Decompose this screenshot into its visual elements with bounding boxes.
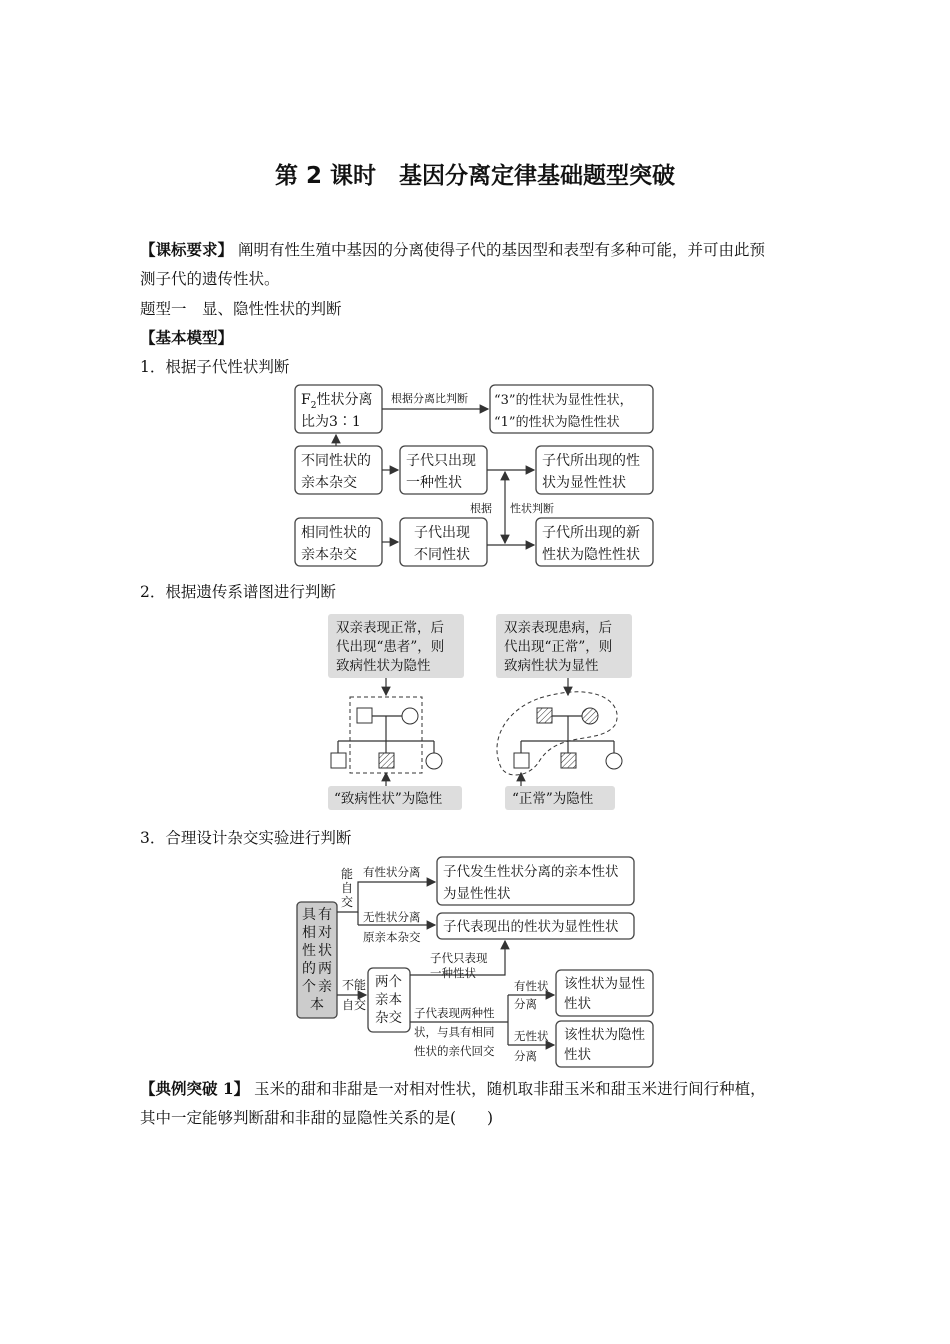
svg-text:的: 的 [302, 961, 316, 977]
svg-text:两个: 两个 [375, 974, 402, 990]
svg-text:致病性状为显性: 致病性状为显性 [504, 658, 599, 674]
svg-text:子代发生性状分离的亲本性状: 子代发生性状分离的亲本性状 [443, 864, 619, 880]
example-question: 其中一定能够判断甜和非甜的显隐性关系的是( ) [140, 1109, 494, 1127]
svg-text:性状判断: 性状判断 [510, 502, 554, 515]
svg-text:性: 性 [302, 943, 316, 959]
svg-text:一种性状: 一种性状 [406, 475, 462, 491]
svg-text:不同性状: 不同性状 [414, 547, 470, 563]
svg-text:子代所出现的性: 子代所出现的性 [542, 453, 640, 469]
f2-ratio-text: 比为3∶1 [301, 414, 361, 430]
svg-text:相同性状的: 相同性状的 [301, 525, 371, 541]
svg-text:本: 本 [310, 997, 324, 1013]
svg-text:子代只表现: 子代只表现 [430, 951, 488, 965]
svg-text:状: 状 [318, 943, 332, 959]
svg-text:性状: 性状 [564, 1047, 591, 1063]
standard-text: 阐明有性生殖中基因的分离使得子代的基因型和表型有多种可能，并可由此预 [237, 241, 765, 259]
svg-text:“3”的性状为显性性状，: “3”的性状为显性性状， [494, 393, 633, 408]
svg-text:性状: 性状 [564, 996, 591, 1012]
svg-text:亲: 亲 [318, 979, 332, 995]
svg-text:子代表现出的性状为显性性状: 子代表现出的性状为显性性状 [443, 919, 619, 935]
svg-text:“致病性状”为隐性: “致病性状”为隐性 [334, 791, 443, 807]
svg-text:交: 交 [341, 895, 354, 909]
svg-text:代出现“患者”，则: 代出现“患者”，则 [336, 639, 445, 655]
example-text: 玉米的甜和非甜是一对相对性状，随机取非甜玉米和甜玉米进行间行种植， [254, 1080, 766, 1098]
svg-text:性状的亲代回交: 性状的亲代回交 [414, 1044, 495, 1058]
svg-text:“1”的性状为隐性性状: “1”的性状为隐性性状 [494, 415, 620, 430]
svg-text:两: 两 [318, 961, 332, 977]
svg-text:一种性状: 一种性状 [430, 966, 476, 980]
type-heading: 题型一 显、隐性性状的判断 [140, 300, 342, 318]
section-2-heading: 2．根据遗传系谱图进行判断 [140, 583, 336, 601]
svg-text:杂交: 杂交 [375, 1010, 402, 1026]
svg-text:分离: 分离 [514, 1049, 537, 1063]
svg-text:子代只出现: 子代只出现 [406, 453, 476, 469]
example-label: 【典例突破 1】 [140, 1079, 250, 1098]
svg-text:有性状: 有性状 [514, 979, 549, 993]
svg-text:该性状为隐性: 该性状为隐性 [564, 1027, 645, 1043]
svg-text:状，与具有相同: 状，与具有相同 [414, 1025, 495, 1039]
svg-text:代出现“正常”，则: 代出现“正常”，则 [504, 639, 613, 655]
svg-text:子代表现两种性: 子代表现两种性 [414, 1006, 495, 1020]
svg-text:无性状分离: 无性状分离 [363, 910, 421, 924]
svg-text:有性状分离: 有性状分离 [363, 865, 421, 879]
section-3-heading: 3．合理设计杂交实验进行判断 [140, 829, 352, 847]
svg-text:根据: 根据 [470, 502, 492, 515]
svg-text:该性状为显性: 该性状为显性 [564, 976, 645, 992]
svg-text:性状为隐性性状: 性状为隐性性状 [542, 547, 640, 563]
svg-text:对: 对 [318, 925, 332, 941]
svg-text:无性状: 无性状 [514, 1029, 549, 1043]
svg-text:自交: 自交 [342, 998, 367, 1012]
svg-text:相: 相 [302, 925, 316, 941]
svg-text:为显性性状: 为显性性状 [443, 886, 511, 902]
svg-text:个: 个 [302, 979, 316, 995]
svg-text:亲本杂交: 亲本杂交 [301, 547, 357, 563]
svg-text:“正常”为隐性: “正常”为隐性 [512, 791, 594, 807]
svg-text:分离: 分离 [514, 997, 537, 1011]
svg-text:双亲表现患病，后: 双亲表现患病，后 [504, 620, 612, 636]
model-heading: 【基本模型】 [140, 328, 234, 347]
svg-text:亲本杂交: 亲本杂交 [301, 475, 357, 491]
svg-text:原亲本杂交: 原亲本杂交 [363, 930, 421, 944]
page-title: 第 2 课时 基因分离定律基础题型突破 [274, 163, 676, 189]
svg-text:不能: 不能 [342, 978, 367, 992]
standard-label: 【课标要求】 [140, 240, 234, 259]
standard-text-cont: 测子代的遗传性状。 [140, 270, 280, 288]
svg-text:不同性状的: 不同性状的 [301, 453, 371, 469]
svg-text:有: 有 [318, 907, 332, 923]
svg-text:子代所出现的新: 子代所出现的新 [542, 525, 640, 541]
section-1-heading: 1．根据子代性状判断 [140, 358, 290, 376]
svg-text:能: 能 [341, 867, 354, 881]
svg-text:亲本: 亲本 [375, 992, 402, 1008]
example-paragraph [140, 1074, 820, 1133]
svg-text:双亲表现正常，后: 双亲表现正常，后 [336, 620, 444, 636]
svg-text:子代出现: 子代出现 [414, 525, 470, 541]
svg-text:致病性状为隐性: 致病性状为隐性 [336, 658, 431, 674]
svg-text:自: 自 [341, 881, 354, 895]
svg-text:F2性状分离: $F_2$性状分离 [301, 392, 373, 411]
svg-text:状为显性性状: 状为显性性状 [542, 475, 626, 491]
edge-ratio-label: 根据分离比判断 [391, 392, 468, 405]
svg-text:具: 具 [302, 907, 316, 923]
